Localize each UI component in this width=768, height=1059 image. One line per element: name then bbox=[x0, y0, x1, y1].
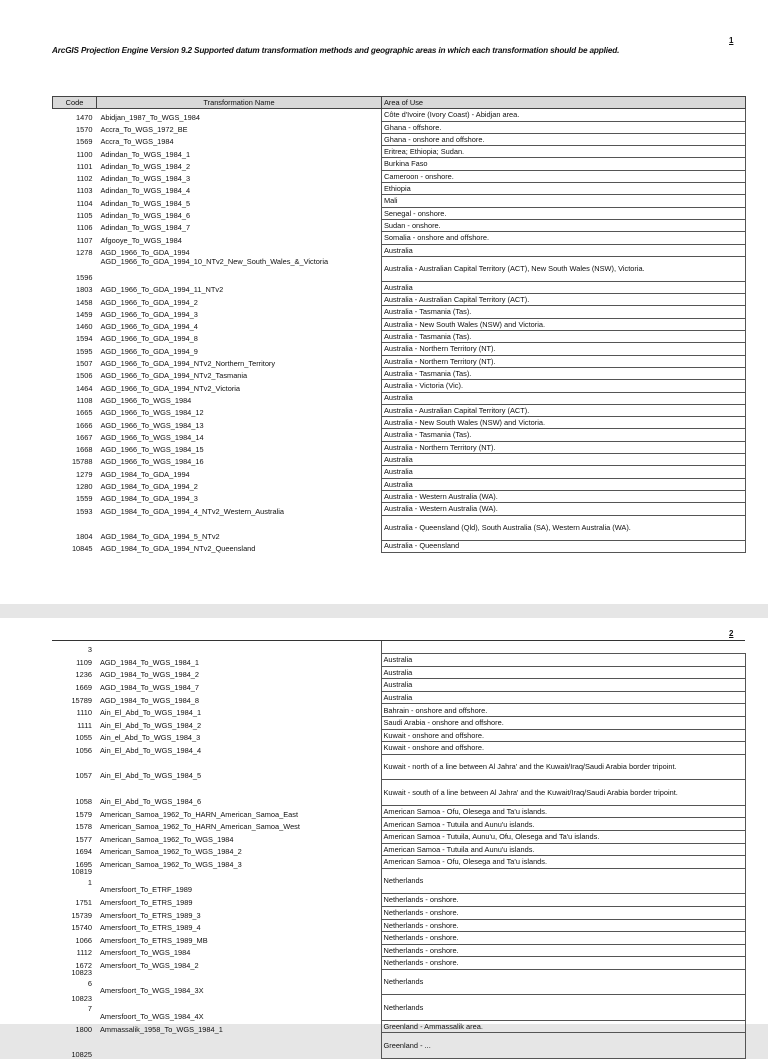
cell-transformation-name: AGD_1984_To_GDA_1994_NTv2_Queensland bbox=[100, 543, 256, 553]
cell-transformation-name: AGD_1966_To_WGS_1984_13 bbox=[100, 420, 204, 430]
cell-code: 1111 bbox=[77, 720, 92, 730]
table-row bbox=[53, 490, 746, 502]
cell-code: 1279 bbox=[76, 469, 93, 479]
cell-transformation-name: Accra_To_WGS_1972_BE bbox=[100, 124, 188, 134]
cell-code: 15739 bbox=[71, 910, 92, 920]
cell-code: 1110 bbox=[76, 708, 92, 718]
cell-code: 1665 bbox=[76, 408, 93, 418]
cell-code: 1672 bbox=[75, 960, 92, 970]
cell-transformation-name: Ammassalik_1958_To_WGS_1984_1 bbox=[100, 1024, 223, 1034]
cell-area-of-use: Greenland - Ammassalik area. bbox=[381, 1020, 745, 1033]
table-row bbox=[52, 868, 745, 894]
transformations-table bbox=[52, 96, 746, 553]
cell-transformation-name: AGD_1984_To_WGS_1984_8 bbox=[100, 695, 200, 705]
cell-area-of-use: Netherlands - onshore. bbox=[381, 894, 745, 907]
cell-transformation-name: Amersfoort_To_ETRS_1989_4 bbox=[100, 923, 201, 933]
table-row bbox=[53, 183, 746, 195]
cell-area-of-use: Mali bbox=[382, 195, 746, 207]
cell-transformation-name: Abidjan_1987_To_WGS_1984 bbox=[100, 112, 200, 122]
cell-area-of-use: Australia - Tasmania (Tas). bbox=[382, 331, 746, 343]
cell-transformation-name: Amersfoort_To_WGS_1984 bbox=[100, 948, 191, 958]
table-row bbox=[53, 515, 746, 540]
cell-area-of-use: Australia - Tasmania (Tas). bbox=[382, 306, 746, 318]
cell-code: 1569 bbox=[76, 137, 93, 147]
cell-transformation-name: AGD_1966_To_GDA_1994_8 bbox=[100, 334, 198, 344]
table-row bbox=[53, 306, 746, 318]
cell-transformation-name bbox=[96, 1033, 381, 1059]
cell-code: 1800 bbox=[75, 1024, 92, 1034]
cell-code: 1593 bbox=[76, 506, 93, 516]
cell-transformation-name: Ain_el_Abd_To_WGS_1984_3 bbox=[100, 733, 201, 743]
cell-code: 1105 bbox=[76, 211, 93, 221]
cell-area-of-use: Ethiopia bbox=[382, 183, 746, 195]
table-row bbox=[52, 932, 745, 945]
cell-transformation-name: AGD_1966_To_GDA_1994_NTv2_Victoria bbox=[100, 383, 241, 393]
cell-area-of-use: Cameroon - onshore. bbox=[382, 170, 746, 182]
cell-transformation-name: Amersfoort_To_WGS_1984_2 bbox=[100, 960, 199, 970]
table-row bbox=[53, 540, 746, 552]
cell-code: 1751 bbox=[75, 898, 92, 907]
cell-area-of-use: Kuwait - south of a line between Al Jahra' and the Kuwait/Iraq/Saudi Arabia border tripoint. bbox=[381, 780, 745, 806]
cell-transformation-name: AGD_1966_To_WGS_1984_15 bbox=[100, 445, 204, 455]
table-row bbox=[52, 894, 745, 907]
cell-transformation-name: Accra_To_WGS_1984 bbox=[100, 137, 174, 147]
table-row bbox=[53, 170, 746, 182]
cell-transformation-name: American_Samoa_1962_To_HARN_American_Samoa_East bbox=[100, 809, 299, 819]
table-row bbox=[53, 417, 746, 429]
cell-code: 1507 bbox=[76, 359, 93, 369]
cell-area-of-use: Australia bbox=[382, 392, 746, 404]
cell-transformation-name: American_Samoa_1962_To_HARN_American_Samoa_West bbox=[100, 822, 300, 832]
cell-transformation-name: Ain_El_Abd_To_WGS_1984_2 bbox=[100, 720, 202, 730]
cell-transformation-name: AGD_1966_To_GDA_1994_NTv2_Tasmania bbox=[100, 371, 248, 381]
table-row bbox=[53, 109, 746, 121]
table-row bbox=[53, 158, 746, 170]
cell-transformation-name: AGD_1966_To_WGS_1984_16 bbox=[100, 457, 204, 467]
cell-area-of-use: Australia bbox=[381, 691, 745, 704]
cell-area-of-use: Bahrain - onshore and offshore. bbox=[381, 704, 745, 717]
cell-transformation-name: AGD_1966_To_GDA_1994_9 bbox=[100, 346, 198, 356]
cell-area-of-use: American Samoa - Ofu, Olesega and Ta'u islands. bbox=[381, 856, 745, 869]
cell-code: 1695 bbox=[75, 859, 92, 869]
table-row bbox=[52, 780, 745, 806]
table-row bbox=[53, 343, 746, 355]
cell-area-of-use: Ghana - offshore. bbox=[382, 121, 746, 133]
cell-area-of-use: Australia - Victoria (Vic). bbox=[382, 380, 746, 392]
cell-code: 1460 bbox=[76, 322, 93, 332]
cell-area-of-use: Australia bbox=[381, 654, 745, 667]
cell-code: 1459 bbox=[76, 309, 93, 319]
cell-area-of-use: American Samoa - Tutuila, Aunu'u, Ofu, Olesega and Ta'u islands. bbox=[381, 831, 745, 844]
cell-code: 1056 bbox=[75, 745, 92, 755]
cell-area-of-use: American Samoa - Tutuila and Aunu'u islands. bbox=[381, 818, 745, 831]
cell-transformation-name: AGD_1966_To_WGS_1984 bbox=[100, 395, 192, 405]
table-row bbox=[52, 805, 745, 818]
cell-code: 1570 bbox=[76, 124, 93, 134]
cell-code: 1694 bbox=[75, 847, 92, 857]
cell-transformation-name: AGD_1984_To_GDA_1994_4_NTv2_Western_Australia bbox=[100, 506, 285, 516]
table-row bbox=[53, 207, 746, 219]
header-code: Code bbox=[53, 97, 97, 109]
table-row bbox=[52, 679, 745, 692]
cell-area-of-use: Senegal - onshore. bbox=[382, 207, 746, 219]
cell-transformation-name: AGD_1966_To_GDA_1994_11_NTv2 bbox=[100, 285, 224, 295]
cell-code bbox=[52, 969, 96, 995]
table-row bbox=[53, 294, 746, 306]
cell-code: 1578 bbox=[75, 822, 92, 832]
table-row bbox=[52, 995, 745, 1021]
cell-area-of-use: Burkina Faso bbox=[382, 158, 746, 170]
cell-area-of-use: Sudan - onshore. bbox=[382, 219, 746, 231]
cell-transformation-name: American_Samoa_1962_To_WGS_1984_2 bbox=[100, 847, 242, 857]
table-row bbox=[53, 478, 746, 490]
cell-code: 1594 bbox=[76, 334, 93, 344]
table-row bbox=[52, 906, 745, 919]
table-row bbox=[53, 318, 746, 330]
table-row bbox=[53, 367, 746, 379]
cell-transformation-name: AGD_1966_To_GDA_1994_4 bbox=[100, 322, 198, 332]
table-row bbox=[52, 641, 745, 654]
cell-code: 1667 bbox=[76, 432, 93, 442]
cell-code: 1579 bbox=[75, 809, 92, 819]
cell-area-of-use: Australia - Tasmania (Tas). bbox=[382, 429, 746, 441]
cell-transformation-name: Afgooye_To_WGS_1984 bbox=[100, 235, 182, 245]
cell-code: 1100 bbox=[76, 149, 93, 159]
table-row bbox=[52, 969, 745, 995]
cell-area-of-use: Australia - Queensland bbox=[382, 540, 746, 552]
cell-transformation-name: Ain_El_Abd_To_WGS_1984_6 bbox=[100, 796, 202, 806]
cell-code: 1803 bbox=[76, 285, 93, 295]
cell-transformation-name: Adindan_To_WGS_1984_6 bbox=[100, 211, 191, 221]
table-row bbox=[52, 957, 745, 970]
cell-area-of-use: Australia bbox=[382, 466, 746, 478]
cell-code: 1464 bbox=[76, 383, 93, 393]
document-title: ArcGIS Projection Engine Version 9.2 Supported datum transformation methods and geographic areas in which each transformation should be applied. bbox=[52, 46, 620, 55]
cell-area-of-use: Australia bbox=[381, 666, 745, 679]
cell-transformation-name: AGD_1984_To_GDA_1994 bbox=[100, 469, 190, 479]
table-row bbox=[52, 666, 745, 679]
cell-code-line2: 6 bbox=[87, 978, 92, 988]
cell-area-of-use: Australia - New South Wales (NSW) and Victoria. bbox=[382, 318, 746, 330]
table-row bbox=[52, 729, 745, 742]
table-row bbox=[52, 818, 745, 831]
cell-transformation-name: Amersfoort_To_ETRF_1989 bbox=[100, 885, 193, 895]
cell-code: 15740 bbox=[71, 923, 92, 933]
cell-code: 1104 bbox=[76, 198, 93, 208]
table-header-row bbox=[53, 97, 746, 109]
cell-transformation-name: Amersfoort_To_WGS_1984_3X bbox=[100, 986, 204, 996]
cell-transformation-name: Ain_El_Abd_To_WGS_1984_5 bbox=[100, 771, 202, 781]
table-row bbox=[52, 1033, 745, 1059]
cell-code: 1107 bbox=[76, 235, 93, 245]
cell-code: 1103 bbox=[76, 186, 93, 196]
cell-code-line2: 1 bbox=[87, 877, 92, 887]
table-row bbox=[53, 429, 746, 441]
cell-code: 1280 bbox=[76, 482, 93, 491]
cell-transformation-name: AGD_1984_To_GDA_1994_2 bbox=[100, 482, 198, 491]
cell-area-of-use: Ghana - onshore and offshore. bbox=[382, 133, 746, 145]
table-row bbox=[53, 404, 746, 416]
cell-area-of-use: Netherlands - onshore. bbox=[381, 944, 745, 957]
cell-code: 1666 bbox=[76, 420, 93, 430]
cell-code: 10825 bbox=[71, 1050, 92, 1059]
cell-area-of-use: Eritrea; Ethiopia; Sudan. bbox=[382, 146, 746, 158]
table-row bbox=[52, 717, 745, 730]
cell-code: 1669 bbox=[75, 682, 92, 692]
cell-area-of-use: Australia - Northern Territory (NT). bbox=[382, 343, 746, 355]
table-row bbox=[52, 1020, 745, 1033]
cell-code: 1102 bbox=[76, 174, 93, 184]
cell-transformation-name: Adindan_To_WGS_1984_4 bbox=[100, 186, 191, 196]
cell-area-of-use: American Samoa - Ofu, Olesega and Ta'u islands. bbox=[381, 805, 745, 818]
cell-transformation-name: Ain_El_Abd_To_WGS_1984_4 bbox=[100, 745, 202, 755]
cell-transformation-name: AGD_1984_To_WGS_1984_2 bbox=[100, 670, 200, 680]
cell-code-line1: 10819 bbox=[71, 867, 92, 877]
table-row bbox=[53, 256, 746, 281]
cell-area-of-use: Netherlands bbox=[381, 995, 745, 1021]
cell-area-of-use: Netherlands - onshore. bbox=[381, 932, 745, 945]
cell-area-of-use: Netherlands - onshore. bbox=[381, 906, 745, 919]
cell-area-of-use: Australia - Australian Capital Territory (ACT), New South Wales (NSW), Victoria. bbox=[382, 256, 746, 281]
table-row bbox=[52, 831, 745, 844]
table-row bbox=[52, 919, 745, 932]
cell-area-of-use bbox=[381, 641, 745, 654]
cell-code: 1058 bbox=[75, 796, 92, 806]
table-row bbox=[53, 121, 746, 133]
cell-area-of-use: American Samoa - Tutuila and Aunu'u islands. bbox=[381, 843, 745, 856]
cell-code: 1106 bbox=[76, 223, 93, 233]
cell-transformation-name: AGD_1966_To_WGS_1984_12 bbox=[100, 408, 204, 418]
cell-transformation-name: AGD_1966_To_GDA_1994_NTv2_Northern_Territory bbox=[100, 359, 276, 369]
cell-transformation-name: AGD_1966_To_GDA_1994 bbox=[100, 247, 190, 257]
cell-code: 1668 bbox=[76, 445, 93, 455]
cell-area-of-use: Kuwait - onshore and offshore. bbox=[381, 742, 745, 755]
cell-area-of-use: Australia - Queensland (Qld), South Australia (SA), Western Australia (WA). bbox=[382, 515, 746, 540]
table-row bbox=[53, 466, 746, 478]
table-row bbox=[52, 944, 745, 957]
cell-code: 10845 bbox=[71, 543, 93, 553]
cell-area-of-use: Côte d'Ivoire (Ivory Coast) - Abidjan area. bbox=[382, 109, 746, 121]
cell-transformation-name: AGD_1966_To_GDA_1994_3 bbox=[100, 309, 198, 319]
cell-code: 1804 bbox=[76, 531, 93, 541]
cell-code: 1577 bbox=[75, 834, 92, 844]
cell-code: 3 bbox=[87, 645, 92, 655]
cell-area-of-use: Somalia - onshore and offshore. bbox=[382, 232, 746, 244]
page-number: 1 bbox=[729, 36, 734, 45]
cell-transformation-name: American_Samoa_1962_To_WGS_1984 bbox=[100, 834, 234, 844]
cell-code: 1559 bbox=[76, 494, 93, 504]
cell-code-line1: 10823 bbox=[71, 968, 92, 978]
table-row bbox=[53, 355, 746, 367]
cell-code: 1055 bbox=[75, 733, 92, 743]
cell-area-of-use: Australia bbox=[382, 244, 746, 256]
cell-transformation-name: Amersfoort_To_ETRS_1989_MB bbox=[100, 935, 208, 945]
cell-area-of-use: Australia - Tasmania (Tas). bbox=[382, 367, 746, 379]
cell-code: 1458 bbox=[76, 297, 93, 307]
cell-code: 1470 bbox=[76, 112, 93, 122]
cell-code: 1101 bbox=[76, 161, 93, 171]
table-row bbox=[52, 654, 745, 667]
cell-area-of-use: Australia - Western Australia (WA). bbox=[382, 503, 746, 515]
table-row bbox=[53, 244, 746, 256]
cell-area-of-use: Australia - Northern Territory (NT). bbox=[382, 355, 746, 367]
cell-area-of-use: Australia bbox=[382, 454, 746, 466]
cell-transformation-name: AGD_1984_To_WGS_1984_1 bbox=[100, 657, 200, 667]
cell-code: 15789 bbox=[71, 695, 92, 705]
cell-code: 1278 bbox=[76, 247, 93, 257]
table-row bbox=[52, 742, 745, 755]
cell-code: 1506 bbox=[76, 371, 93, 381]
table-row bbox=[53, 146, 746, 158]
header-transformation-name: Transformation Name bbox=[97, 97, 382, 109]
table-row bbox=[53, 454, 746, 466]
cell-transformation-name: AGD_1984_To_WGS_1984_7 bbox=[100, 682, 200, 692]
cell-transformation-name: Adindan_To_WGS_1984_1 bbox=[100, 149, 191, 159]
cell-code: 1108 bbox=[76, 395, 93, 405]
cell-name-line1: AGD_1966_To_GDA_1994_10_NTv2_New_South_Wales_&_Victori bbox=[100, 257, 324, 267]
cell-transformation-name: Adindan_To_WGS_1984_7 bbox=[100, 223, 191, 233]
cell-area-of-use: Australia - Australian Capital Territory (ACT). bbox=[382, 404, 746, 416]
cell-code bbox=[52, 868, 96, 894]
cell-area-of-use: Australia bbox=[382, 281, 746, 293]
cell-transformation-name bbox=[97, 256, 382, 281]
cell-code: 1112 bbox=[76, 948, 92, 958]
cell-area-of-use: Australia bbox=[382, 478, 746, 490]
cell-area-of-use: Netherlands - onshore. bbox=[381, 957, 745, 970]
cell-transformation-name: Adindan_To_WGS_1984_3 bbox=[100, 174, 191, 184]
cell-area-of-use: Kuwait - north of a line between Al Jahra' and the Kuwait/Iraq/Saudi Arabia border tripoint. bbox=[381, 754, 745, 780]
header-area-of-use: Area of Use bbox=[382, 97, 746, 109]
table-row bbox=[52, 704, 745, 717]
cell-area-of-use: Australia - Western Australia (WA). bbox=[382, 490, 746, 502]
cell-code-line2: 7 bbox=[87, 1004, 92, 1014]
cell-transformation-name: Ain_El_Abd_To_WGS_1984_1 bbox=[100, 708, 202, 718]
document-page-2 bbox=[0, 618, 768, 1059]
cell-code: 1596 bbox=[76, 272, 93, 282]
table-row bbox=[52, 691, 745, 704]
cell-area-of-use: Netherlands bbox=[381, 868, 745, 894]
table-row bbox=[53, 219, 746, 231]
transformations-table-continued bbox=[52, 641, 746, 1059]
cell-name-line2: a bbox=[324, 257, 329, 267]
table-row bbox=[53, 133, 746, 145]
cell-area-of-use: Saudi Arabia - onshore and offshore. bbox=[381, 717, 745, 730]
table-row bbox=[53, 232, 746, 244]
cell-transformation-name: Adindan_To_WGS_1984_2 bbox=[100, 161, 191, 171]
cell-area-of-use: Netherlands - onshore. bbox=[381, 919, 745, 932]
table-row bbox=[53, 392, 746, 404]
table-row bbox=[53, 195, 746, 207]
cell-area-of-use: Australia - Northern Territory (NT). bbox=[382, 441, 746, 453]
table-row bbox=[53, 331, 746, 343]
cell-transformation-name: AGD_1984_To_GDA_1994_3 bbox=[100, 494, 198, 504]
cell-area-of-use: Australia - Australian Capital Territory (ACT). bbox=[382, 294, 746, 306]
cell-transformation-name: AGD_1966_To_WGS_1984_14 bbox=[100, 432, 204, 442]
cell-area-of-use: Greenland - ... bbox=[381, 1033, 745, 1059]
cell-code: 1595 bbox=[76, 346, 93, 356]
cell-transformation-name bbox=[96, 641, 381, 654]
cell-code: 1236 bbox=[75, 670, 92, 680]
cell-area-of-use: Netherlands bbox=[381, 969, 745, 995]
table-row bbox=[53, 380, 746, 392]
table-row bbox=[52, 856, 745, 869]
cell-code: 15788 bbox=[71, 457, 93, 467]
table-row bbox=[52, 843, 745, 856]
cell-area-of-use: Kuwait - onshore and offshore. bbox=[381, 729, 745, 742]
cell-code: 1066 bbox=[75, 935, 92, 945]
cell-area-of-use: Australia bbox=[381, 679, 745, 692]
cell-transformation-name: Amersfoort_To_ETRS_1989 bbox=[100, 898, 193, 907]
cell-code: 1109 bbox=[76, 657, 92, 667]
cell-transformation-name: Adindan_To_WGS_1984_5 bbox=[100, 198, 191, 208]
cell-code-line1: 10823 bbox=[71, 993, 92, 1003]
cell-transformation-name: AGD_1984_To_GDA_1994_5_NTv2 bbox=[100, 531, 220, 541]
table-row bbox=[53, 503, 746, 515]
cell-transformation-name: AGD_1966_To_GDA_1994_2 bbox=[100, 297, 198, 307]
page-number: 2 bbox=[729, 629, 734, 638]
cell-area-of-use: Australia - New South Wales (NSW) and Victoria. bbox=[382, 417, 746, 429]
cell-transformation-name: Amersfoort_To_WGS_1984_4X bbox=[100, 1011, 204, 1021]
cell-transformation-name: Amersfoort_To_ETRS_1989_3 bbox=[100, 910, 201, 920]
cell-code bbox=[52, 995, 96, 1021]
table-row bbox=[52, 754, 745, 780]
table-row bbox=[53, 281, 746, 293]
cell-transformation-name: American_Samoa_1962_To_WGS_1984_3 bbox=[100, 859, 242, 869]
table-row bbox=[53, 441, 746, 453]
cell-code: 1057 bbox=[75, 771, 92, 781]
